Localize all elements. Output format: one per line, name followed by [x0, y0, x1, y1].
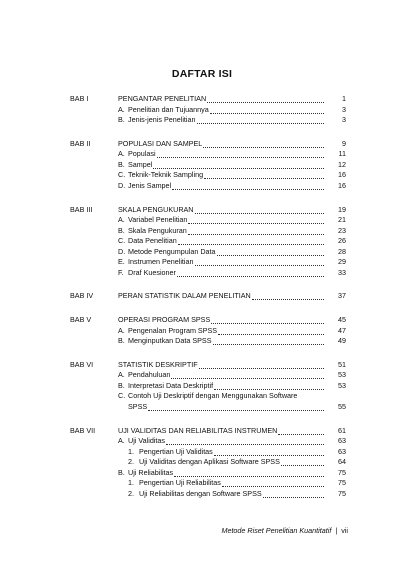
entry-page-number: 53	[338, 380, 346, 390]
entry-title: Pendahuluan	[128, 370, 171, 380]
toc-entry[interactable]	[118, 381, 346, 392]
entry-title: Skala Pengukuran	[128, 225, 187, 235]
entry-page-number: 23	[338, 225, 346, 235]
entry-marker: D.	[118, 180, 126, 190]
dot-leader	[278, 433, 324, 435]
entry-title: Data Penelitian	[128, 236, 177, 246]
dot-leader	[252, 298, 324, 300]
entry-page-number: 75	[338, 478, 346, 488]
entry-title: SPSS	[128, 401, 148, 411]
dot-leader	[195, 264, 324, 266]
toc-entry[interactable]	[118, 247, 346, 258]
toc-entry[interactable]	[118, 370, 346, 381]
entry-marker: A.	[118, 215, 125, 225]
entry-title: Sampel	[128, 159, 153, 169]
entry-marker: 1.	[128, 478, 134, 488]
entry-marker: D.	[118, 246, 126, 256]
entry-title: Uji Reliabilitas	[128, 467, 174, 477]
entry-page-number: 49	[338, 336, 346, 346]
entry-page-number: 26	[338, 236, 346, 246]
entry-page-number: 16	[338, 180, 346, 190]
toc-entry[interactable]	[118, 215, 346, 226]
entry-title: Populasi	[128, 149, 156, 159]
entry-page-number: 1	[342, 94, 346, 103]
dot-leader	[177, 275, 324, 277]
dot-leader	[281, 464, 324, 466]
toc-entry[interactable]	[118, 170, 346, 181]
entry-title: Jenis-jenis Penelitian	[128, 115, 196, 124]
entry-page-number: 3	[342, 115, 346, 124]
entry-title: Pengertian Uji Reliabilitas	[139, 478, 221, 488]
entry-page-number: 63	[338, 436, 346, 446]
entry-title: Jenis Sampel	[128, 180, 172, 190]
toc-entry[interactable]	[118, 160, 346, 171]
chapter-entries	[118, 94, 346, 126]
entry-title: PERAN STATISTIK DALAM PENELITIAN	[118, 291, 251, 301]
entry-marker: A.	[118, 325, 125, 335]
entry-page-number: 63	[338, 446, 346, 456]
dot-leader	[214, 454, 324, 456]
entry-title: Penelitian dan Tujuannya	[128, 104, 209, 114]
chapter-code: BAB II	[70, 138, 91, 148]
entry-title: Uji Validitas	[128, 436, 166, 446]
entry-title: STATISTIK DESKRIPTIF	[118, 359, 198, 369]
entry-title: Instrumen Penelitian	[128, 257, 194, 267]
entry-page-number: 64	[338, 457, 346, 467]
dot-leader	[188, 233, 324, 235]
toc-chapter	[70, 360, 346, 413]
entry-title: Metode Pengumpulan Data	[128, 246, 216, 256]
dot-leader	[199, 367, 324, 369]
entry-title: POPULASI DAN SAMPEL	[118, 138, 203, 148]
entry-title: SKALA PENGUKURAN	[118, 204, 194, 214]
toc-entry[interactable]	[118, 257, 346, 268]
dot-leader	[203, 146, 324, 148]
dot-leader	[157, 156, 324, 158]
entry-page-number: 28	[338, 246, 346, 256]
entry-page-number: 53	[338, 370, 346, 380]
entry-marker: B.	[118, 225, 125, 235]
toc-chapter	[70, 426, 346, 500]
entry-page-number: 47	[338, 325, 346, 335]
toc-chapter	[70, 94, 346, 126]
chapter-code: BAB V	[70, 315, 92, 325]
entry-page-number: 75	[338, 488, 346, 498]
entry-page-number: 33	[338, 267, 346, 277]
chapter-entries	[118, 139, 346, 192]
toc-entry[interactable]	[118, 468, 346, 479]
toc-chapter-heading[interactable]	[118, 139, 346, 150]
entry-marker: 2.	[128, 457, 134, 467]
toc-entry[interactable]	[118, 115, 346, 126]
toc-entry[interactable]	[118, 226, 346, 237]
toc-chapter-heading[interactable]	[118, 426, 346, 437]
entry-marker: E.	[118, 257, 125, 267]
entry-marker: A.	[118, 149, 125, 159]
page-footer	[221, 526, 348, 535]
entry-title: Variabel Penelitian	[128, 215, 188, 225]
entry-page-number: 37	[338, 291, 346, 301]
dot-leader	[217, 254, 324, 256]
toc-entry[interactable]	[118, 478, 346, 489]
dot-leader	[263, 496, 324, 498]
entry-marker: A.	[118, 370, 125, 380]
entry-page-number: 9	[342, 138, 346, 148]
chapter-code: BAB VII	[70, 425, 96, 435]
dot-leader	[171, 377, 324, 379]
entry-title: Draf Kuesioner	[128, 267, 176, 277]
entry-title: Uji Validitas dengan Aplikasi Software SPSS	[139, 457, 280, 467]
toc-entry[interactable]	[118, 391, 346, 402]
dot-leader	[211, 322, 324, 324]
entry-title: Uji Reliabilitas dengan Software SPSS	[139, 488, 262, 498]
entry-page-number: 19	[338, 204, 346, 214]
entry-page-number: 45	[338, 315, 346, 325]
entry-marker: A.	[118, 104, 125, 114]
dot-leader	[222, 485, 324, 487]
entry-marker: A.	[118, 436, 125, 446]
entry-marker: C.	[118, 170, 126, 180]
dot-leader	[178, 243, 324, 245]
dot-leader	[166, 443, 324, 445]
page-title: DAFTAR ISI	[171, 68, 233, 80]
toc-chapter	[70, 139, 346, 192]
dot-leader	[153, 167, 324, 169]
entry-page-number: 11	[338, 149, 346, 159]
entry-page-number: 29	[338, 257, 346, 267]
entry-marker: B.	[118, 380, 125, 390]
entry-title: Menginputkan Data SPSS	[128, 336, 212, 346]
toc-entry[interactable]	[118, 402, 346, 413]
toc-entry[interactable]	[118, 489, 346, 500]
entry-title: Pengertian Uji Validitas	[139, 446, 213, 456]
entry-marker: 1.	[128, 446, 134, 456]
entry-title: OPERASI PROGRAM SPSS	[118, 315, 211, 325]
dot-leader	[213, 343, 324, 345]
entry-page-number: 75	[338, 467, 346, 477]
entry-marker: B.	[118, 115, 125, 124]
entry-page-number: 21	[338, 215, 346, 225]
entry-page-number: 61	[338, 425, 346, 435]
chapter-entries	[118, 315, 346, 347]
dot-leader	[204, 177, 324, 179]
dot-leader	[188, 222, 324, 224]
toc-chapter	[70, 315, 346, 347]
footer-book-title: Metode Riset Penelitian Kuantitatif	[221, 526, 332, 535]
toc-chapter-heading[interactable]	[118, 205, 346, 216]
toc-chapter-heading[interactable]	[118, 315, 346, 326]
footer-page-number: vii	[341, 526, 348, 535]
toc-chapter-heading[interactable]	[118, 360, 346, 371]
table-of-contents	[70, 94, 346, 513]
entry-title: Interpretasi Data Deskriptif	[128, 380, 214, 390]
toc-entry[interactable]	[118, 268, 346, 279]
chapter-entries	[118, 360, 346, 413]
toc-entry[interactable]	[118, 436, 346, 447]
dot-leader	[174, 475, 324, 477]
chapter-entries	[118, 426, 346, 500]
chapter-entries	[118, 291, 346, 302]
footer-separator: |	[335, 526, 338, 535]
toc-entry[interactable]	[118, 457, 346, 468]
entry-marker: B.	[118, 336, 125, 346]
toc-entry[interactable]	[118, 181, 346, 192]
chapter-code: BAB VI	[70, 359, 94, 369]
entry-title: Contoh Uji Deskriptif dengan Menggunakan Software	[128, 391, 298, 401]
toc-entry[interactable]	[118, 447, 346, 458]
toc-entry[interactable]	[118, 149, 346, 160]
entry-marker: F.	[118, 267, 124, 277]
dot-leader	[197, 122, 324, 124]
dot-leader	[210, 112, 324, 114]
entry-marker: 2.	[128, 488, 134, 498]
dot-leader	[214, 388, 324, 390]
entry-marker: C.	[118, 391, 126, 401]
entry-title: Teknik-Teknik Sampling	[128, 170, 204, 180]
toc-entry[interactable]	[118, 336, 346, 347]
toc-entry[interactable]	[118, 236, 346, 247]
toc-entry[interactable]	[118, 105, 346, 116]
dot-leader	[195, 212, 325, 214]
chapter-code: BAB IV	[70, 291, 94, 301]
chapter-entries	[118, 205, 346, 279]
dot-leader	[207, 101, 324, 103]
toc-chapter	[70, 205, 346, 279]
chapter-code: BAB I	[70, 94, 89, 103]
entry-title: UJI VALIDITAS DAN RELIABILITAS INSTRUMEN	[118, 425, 278, 435]
entry-marker: B.	[118, 467, 125, 477]
dot-leader	[148, 409, 324, 411]
entry-title: PENGANTAR PENELITIAN	[118, 94, 207, 103]
entry-marker: B.	[118, 159, 125, 169]
toc-chapter	[70, 291, 346, 302]
entry-marker: C.	[118, 236, 126, 246]
entry-title: Pengenalan Program SPSS	[128, 325, 218, 335]
dot-leader	[172, 188, 324, 190]
toc-chapter-heading[interactable]	[118, 291, 346, 302]
entry-page-number: 16	[338, 170, 346, 180]
chapter-code: BAB III	[70, 204, 93, 214]
toc-entry[interactable]	[118, 326, 346, 337]
toc-chapter-heading[interactable]	[118, 94, 346, 105]
entry-page-number: 51	[338, 359, 346, 369]
entry-page-number: 55	[338, 401, 346, 411]
dot-leader	[218, 333, 324, 335]
entry-page-number: 3	[342, 104, 346, 114]
entry-page-number: 12	[338, 159, 346, 169]
